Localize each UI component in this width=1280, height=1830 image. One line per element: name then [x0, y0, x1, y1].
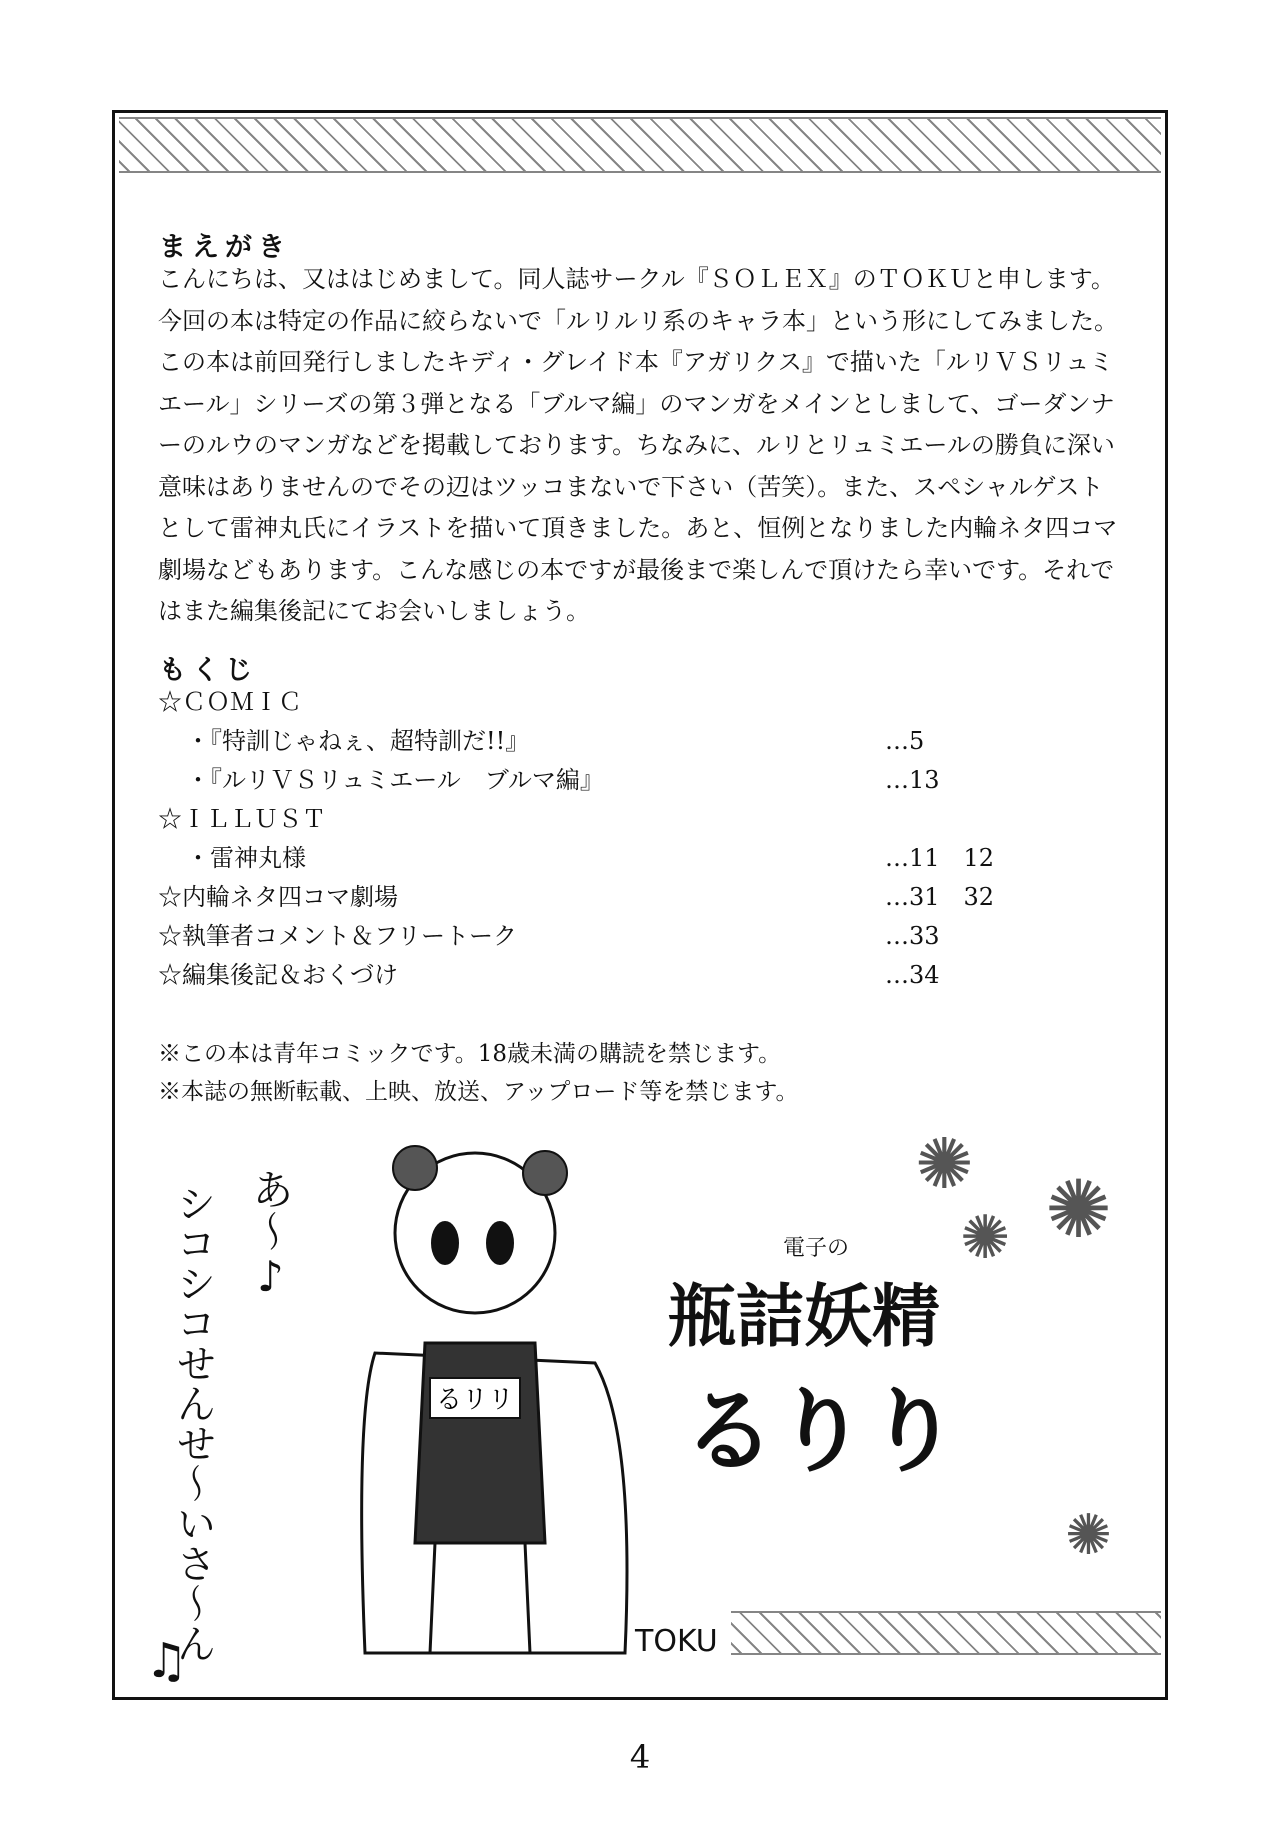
notices [158, 1035, 799, 1111]
speech-text-2: シコシコせんせ〜いさ〜ん [170, 1183, 216, 1663]
toc-page: …5 [885, 727, 925, 755]
preface-line: こんにちは、又ははじめまして。同人誌サークル『ＳＯＬＥＸ』のＴＯＫＵと申します。 [158, 265, 1115, 293]
toc-entry [158, 839, 1058, 878]
toc-label: ☆ＣＯＭＩＣ [158, 688, 302, 716]
toc-page: …31 32 [885, 883, 995, 911]
toc-label: ・『ルリＶＳリュミエール ブルマ編』 [186, 766, 604, 794]
preface-line: ーのルウのマンガなどを掲載しております。ちなみに、ルリとリュミエールの勝負に深い [158, 431, 1115, 459]
toc-label: ・『特訓じゃねぇ、超特訓だ!!』 [186, 727, 530, 755]
decorative-border-bottom [731, 1611, 1161, 1655]
flower-icon: ✺ [960, 1203, 1011, 1273]
toc-entry [158, 761, 1058, 800]
toc-entry [158, 917, 1058, 956]
toc-entry [158, 956, 1058, 995]
preface-line: エール」シリーズの第３弾となる「ブルマ編」のマンガをメインとしまして、ゴーダンナ [158, 389, 1115, 418]
notice-line: ※この本は青年コミックです。18歳未満の購読を禁じます。 [158, 1041, 782, 1067]
preface-line: はまた編集後記にてお会いしましょう。 [158, 597, 590, 625]
character-illustration [295, 1113, 715, 1673]
toc-label: ☆内輪ネタ四コマ劇場 [158, 883, 398, 911]
decorative-border-top [119, 117, 1161, 173]
swimsuit [415, 1343, 545, 1543]
toc-page: …11 12 [885, 844, 995, 872]
toc-heading: もくじ [159, 655, 258, 686]
preface-heading: まえがき [159, 232, 291, 263]
table-of-contents [158, 683, 1058, 995]
toc-page: …13 [885, 766, 940, 794]
title-main: 瓶詰妖精 [668, 1278, 941, 1357]
preface-line: 今回の本は特定の作品に絞らないで「ルリルリ系のキャラ本」という形にしてみました。 [158, 306, 1118, 335]
toc-entry [158, 722, 1058, 761]
preface-text [158, 259, 1158, 633]
toc-label: ・雷神丸様 [186, 844, 306, 872]
toc-page: …33 [885, 922, 940, 950]
music-note-icon: ♫ [145, 1633, 189, 1689]
name-tag: るリリ [435, 1385, 515, 1415]
toc-entry [158, 878, 1058, 917]
toc-label: ☆編集後記＆おくづけ [158, 961, 398, 989]
notice-line: ※本誌の無断転載、上映、放送、アップロード等を禁じます。 [158, 1079, 799, 1105]
artist-signature: TOKU [635, 1624, 718, 1659]
toc-entry [158, 800, 1058, 839]
speech-text-1: あ〜♪ [246, 1168, 295, 1301]
flower-icon: ✺ [1045, 1163, 1113, 1256]
title-sub: るりり [683, 1378, 960, 1485]
preface-line: として雷神丸氏にイラストを描いて頂きました。あと、恒例となりました内輪ネタ四コマ [158, 514, 1118, 542]
preface-line: 意味はありませんのでその辺はツッコまないで下さい（苦笑）。また、スペシャルゲスト [158, 472, 1104, 501]
toc-entry [158, 683, 1058, 722]
toc-label: ☆ＩＬＬＵＳＴ [158, 805, 326, 833]
toc-page: …34 [885, 961, 940, 989]
flower-icon: ✺ [1065, 1503, 1112, 1568]
preface-line: 劇場などもあります。こんな感じの本ですが最後まで楽しんで頂けたら幸いです。それで [158, 555, 1115, 584]
page-number: 4 [629, 1738, 651, 1776]
flower-icon: ✺ [915, 1123, 974, 1205]
toc-label: ☆執筆者コメント＆フリートーク [158, 922, 518, 950]
page-frame [112, 110, 1168, 1700]
preface-line: この本は前回発行しましたキディ・グレイド本『アガリクス』で描いた「ルリＶＳリュミ [158, 348, 1114, 376]
title-small: 電子の [783, 1236, 850, 1261]
